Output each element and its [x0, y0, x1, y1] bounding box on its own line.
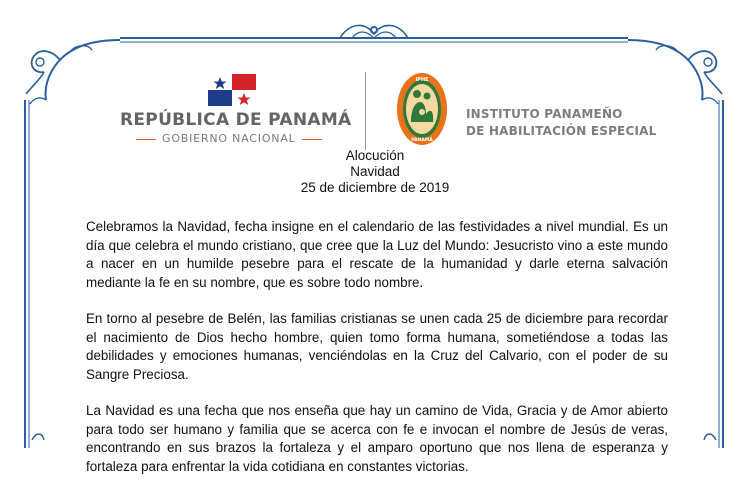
header-divider	[365, 72, 366, 150]
institute-name-line1: INSTITUTO PANAMEÑO	[466, 107, 623, 121]
document-subtitle: Navidad	[350, 164, 400, 179]
subtitle-rule-left	[136, 139, 156, 140]
paragraph: La Navidad es una fecha que nos enseña que hay un camino de Vida, Gracia y de Amor abierto para todo ser humano y familia que se acerca con fe e invocan el nombre de Jesús de veras, encontrando en sus brazos la fortaleza y el amparo oportuno que nos llena de esperanza y fortaleza para enfrentar la vida cotidiana en constantes victorias.	[86, 403, 668, 474]
iphe-seal-logo	[396, 72, 448, 146]
document-date: 25 de diciembre de 2019	[300, 180, 450, 195]
seal-bottom-text: PANAMÁ	[411, 138, 433, 143]
subtitle-rule-right	[302, 139, 322, 140]
government-subtitle-block	[136, 132, 326, 148]
document-title-block	[250, 148, 500, 196]
institute-name	[466, 106, 656, 140]
institute-name-line2: DE HABILITACIÓN ESPECIAL	[466, 124, 657, 138]
panama-flag-logo	[208, 74, 256, 106]
government-subtitle: GOBIERNO NACIONAL	[162, 132, 296, 145]
paragraph: Celebramos la Navidad, fecha insigne en el calendario de las festividades a nivel mundial. Es un día que celebra el mundo cristiano, que cree que la Luz del Mundo: Jesucristo vino a este mundo a nacer en un humilde pesebre para el rescate de la humanidad y darle eterna salvación mediante la fe en su nombre, que es sobre todo nombre.	[86, 219, 668, 290]
paragraph: En torno al pesebre de Belén, las familias cristianas se unen cada 25 de diciembre para recordar el nacimiento de Dios hecho hombre, quien tomo forma humana, sometiéndose a todas las debilidades y emociones humanas, venciéndolas en la Cruz del Calvario, con el poder de su Sangre Preciosa.	[86, 311, 668, 382]
government-name: REPÚBLICA DE PANAMÁ	[120, 110, 352, 130]
seal-top-text: IPHE	[415, 77, 429, 83]
document-title: Alocución	[345, 148, 405, 163]
document-body	[86, 218, 668, 494]
